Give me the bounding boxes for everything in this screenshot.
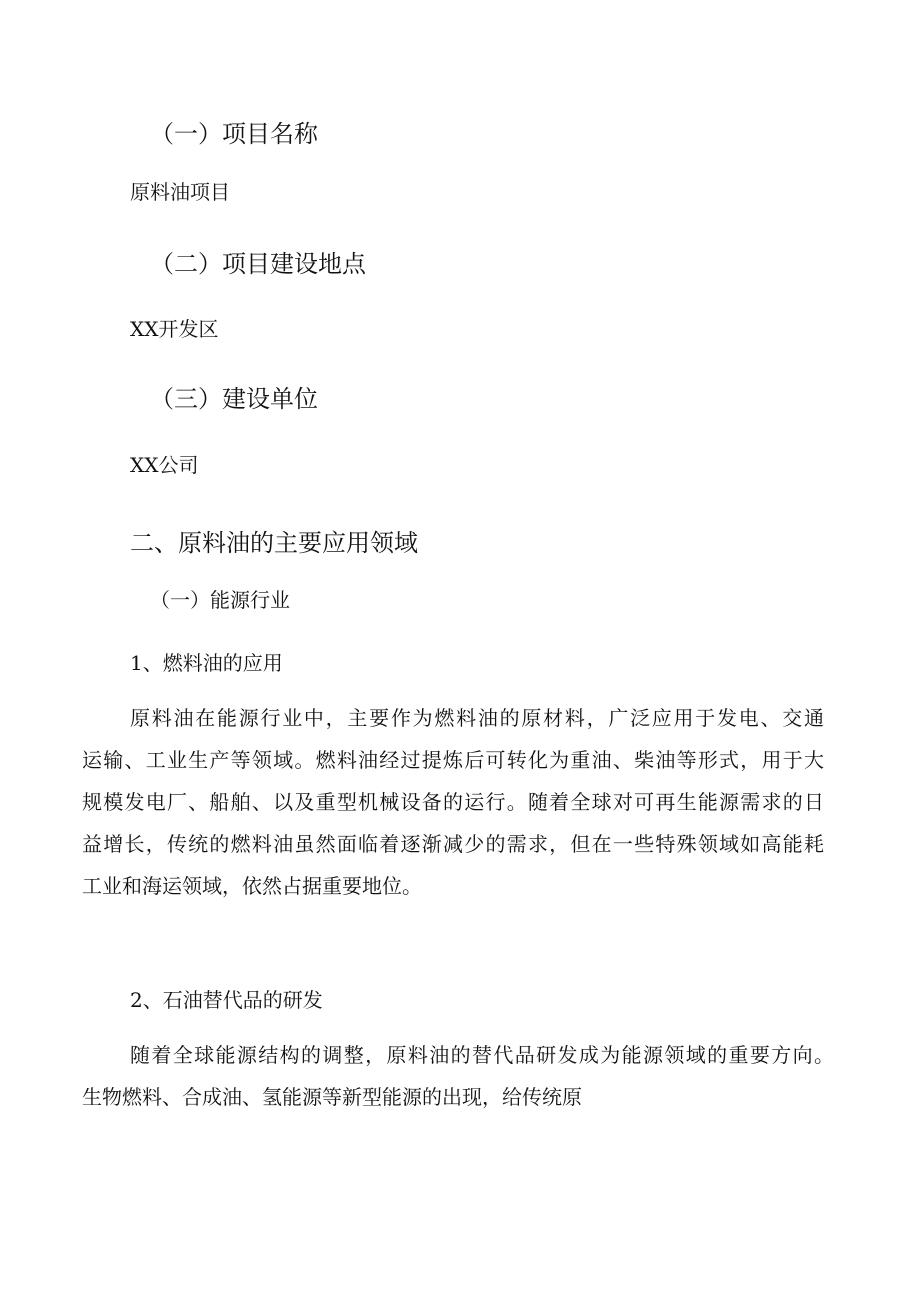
- heading-project-location: （二）项目建设地点: [150, 250, 366, 278]
- item-fuel-oil-application: 1、燃料油的应用: [130, 651, 283, 675]
- paragraph-line: 益增长，传统的燃料油虽然面临着逐渐减少的需求，但在一些特殊领域如高能耗: [82, 832, 824, 856]
- section-title: 二、原料油的主要应用领域: [130, 529, 418, 557]
- heading-construction-unit: （三）建设单位: [150, 385, 318, 413]
- heading-project-name: （一）项目名称: [150, 120, 318, 148]
- paragraph-line: 生物燃料、合成油、氢能源等新型能源的出现，给传统原: [82, 1085, 582, 1109]
- paragraph-line: 工业和海运领域，依然占据重要地位。: [82, 874, 422, 898]
- item-petroleum-substitutes: 2、石油替代品的研发: [130, 988, 323, 1012]
- construction-unit-value: XX公司: [130, 453, 199, 477]
- paragraph-line: 随着全球能源结构的调整，原料油的替代品研发成为能源领域的重要方向。: [130, 1043, 834, 1067]
- paragraph-line: 规模发电厂、船舶、以及重型机械设备的运行。随着全球对可再生能源需求的日: [82, 790, 824, 814]
- project-name-value: 原料油项目: [130, 180, 230, 204]
- paragraph-fuel-oil: [82, 697, 824, 907]
- subheading-energy-industry: （一）能源行业: [150, 588, 290, 612]
- paragraph-substitutes: [82, 1034, 834, 1118]
- paragraph-line: 运输、工业生产等领域。燃料油经过提炼后可转化为重油、柴油等形式，用于大: [82, 748, 824, 772]
- project-location-value: XX开发区: [130, 317, 219, 341]
- paragraph-line: 原料油在能源行业中，主要作为燃料油的原材料，广泛应用于发电、交通: [130, 706, 824, 730]
